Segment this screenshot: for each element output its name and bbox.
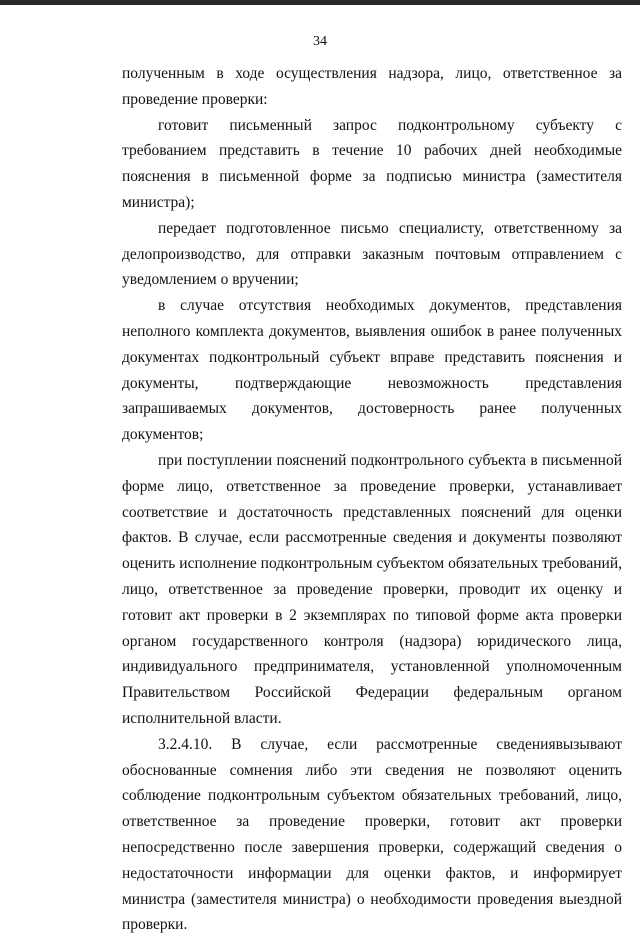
paragraph-missing-documents: в случае отсутствия необходимых документов, представления неполного комплекта документов, выявления ошибок в ранее полученных документах подконтрольный субъект вправе представить пояснения и документы, подтверждающие невозможность представления запрашиваемых документов, достоверность ранее полученных документов; — [122, 297, 622, 444]
paragraph-section-3-2-4-10: 3.2.4.10. В случае, если рассмотренные сведениявызывают обоснованные сомнения либо эти сведения не позволяют оценить соблюдение подконтрольным субъектом обязательных требований, лицо, ответственное за проведение проверки, готовит акт проверки непосредственно после завершения проверки, содержащий сведения о недостаточности информации для оценки фактов, и информирует министра (заместителя министра) о необходимости проведения выездной проверки. — [122, 735, 622, 934]
top-border-rule — [0, 0, 640, 5]
paragraph-receipt-of-explanations: при поступлении пояснений подконтрольного субъекта в письменной форме лицо, ответственное за проведение проверки, устанавливает соответствие и достаточность представленных пояснений для оценки фактов. В случае, если рассмотренные сведения и документы позволяют оценить исполнение подконтрольным субъектом обязательных требований, лицо, ответственное за проведение проверки, проводит их оценку и готовит акт проверки в 2 экземплярах по типовой форме акта проверки органом государственного контроля (надзора) юридического лица, индивидуального предпринимателя, установленной уполномоченным Правительством Российской Федерации федеральным органом исполнительной власти. — [122, 451, 622, 727]
paragraph-transfer-letter: передает подготовленное письмо специалисту, ответственному за делопроизводство, для отправки заказным почтовым отправлением с уведомлением о вручении; — [122, 219, 622, 289]
page-number: 34 — [313, 34, 327, 49]
document-body — [122, 61, 622, 938]
paragraph-continuation: полученным в ходе осуществления надзора, лицо, ответственное за проведение проверки: — [122, 65, 622, 108]
paragraph-written-request: готовит письменный запрос подконтрольному субъекту с требованием представить в течение 10 рабочих дней необходимые пояснения в письменной форме за подписью министра (заместителя министра); — [122, 116, 622, 211]
